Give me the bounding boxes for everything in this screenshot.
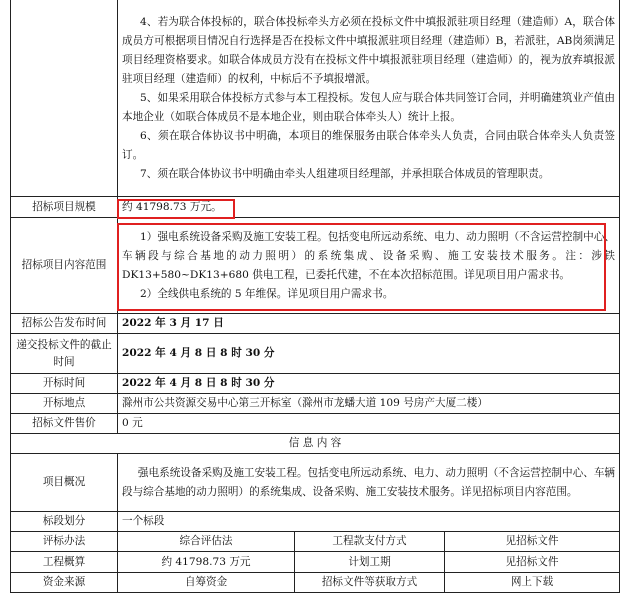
info-heading-row xyxy=(11,434,620,454)
budget-value: 约 41798.73 万元 xyxy=(118,552,295,573)
info-heading: 信 息 内 容 xyxy=(11,434,620,454)
scale-row xyxy=(11,197,620,218)
opening-label: 开标时间 xyxy=(11,374,118,394)
section-row xyxy=(11,512,620,532)
deadline-row xyxy=(11,334,620,374)
eval-row xyxy=(11,532,620,552)
fund-row xyxy=(11,573,620,593)
section-value: 一个标段 xyxy=(118,512,620,532)
publish-row xyxy=(11,314,620,334)
price-label: 招标文件售价 xyxy=(11,414,118,434)
obtain-value: 网上下载 xyxy=(445,573,620,593)
eval-label: 评标办法 xyxy=(11,532,118,552)
opening-value: 2022 年 4 月 8 日 8 时 30 分 xyxy=(118,374,620,394)
tender-table xyxy=(10,0,620,593)
scope-row xyxy=(11,218,620,314)
publish-label: 招标公告发布时间 xyxy=(11,314,118,334)
requirement-item: 7、须在联合体协议书中明确由牵头人组建项目经理部，并承担联合体成员的管理职责。 xyxy=(140,168,550,180)
pay-label: 工程款支付方式 xyxy=(295,532,445,552)
period-value: 见招标文件 xyxy=(445,552,620,573)
period-label: 计划工期 xyxy=(295,552,445,573)
budget-label: 工程概算 xyxy=(11,552,118,573)
section-label: 标段划分 xyxy=(11,512,118,532)
fund-value: 自筹资金 xyxy=(118,573,295,593)
location-value: 滁州市公共资源交易中心第三开标室（滁州市龙蟠大道 109 号房产大厦二楼） xyxy=(118,394,620,414)
budget-row xyxy=(11,552,620,573)
opening-row xyxy=(11,374,620,394)
requirements-row xyxy=(11,0,620,197)
overview-value: 强电系统设备采购及施工安装工程。包括变电所远动系统、电力、动力照明（不含运营控制中心、车辆段与综合基地的动力照明）的系统集成、设备采购、施工安装技术服务。详见招标项目内容范围。 xyxy=(118,454,620,512)
eval-value: 综合评估法 xyxy=(118,532,295,552)
fund-label: 资金来源 xyxy=(11,573,118,593)
requirement-item: 6、须在联合体协议书中明确，本项目的维保服务由联合体牵头人负责，合同由联合体牵头人负责签订。 xyxy=(122,130,616,161)
scope-item: 1）强电系统设备采购及施工安装工程。包括变电所远动系统、电力、动力照明（不含运营控制中心、车辆段与综合基地的动力照明）的系统集成、设备采购、施工安装技术服务。注：涉铁 DK13+580~DK13+680 供电工程，已委托代建，不在本次招标范围。详见项目用户需求书。 xyxy=(122,230,616,281)
price-row xyxy=(11,414,620,434)
deadline-label: 递交投标文件的截止时间 xyxy=(11,334,118,374)
obtain-label: 招标文件等获取方式 xyxy=(295,573,445,593)
requirements-cell xyxy=(118,0,620,197)
scope-label: 招标项目内容范围 xyxy=(11,218,118,314)
scale-label: 招标项目规模 xyxy=(11,197,118,218)
overview-label: 项目概况 xyxy=(11,454,118,512)
location-label: 开标地点 xyxy=(11,394,118,414)
requirement-item: 5、如果采用联合体投标方式参与本工程投标。发包人应与联合体共同签订合同，并明确建筑业产值由本地企业（如联合体成员不是本地企业，则由联合体牵头人）统计上报。 xyxy=(122,92,616,123)
pay-value: 见招标文件 xyxy=(445,532,620,552)
price-value: 0 元 xyxy=(118,414,620,434)
scope-cell xyxy=(118,218,620,314)
deadline-value: 2022 年 4 月 8 日 8 时 30 分 xyxy=(118,334,620,374)
requirement-item: 4、若为联合体投标的，联合体投标牵头方必须在投标文件中填报派驻项目经理（建造师）A，联合体成员方可根据项目情况自行选择是否在投标文件中填报派驻项目经理（建造师）B，若派驻，AB岗须满足项目经理资格要求。如联合体成员方没有在投标文件中填报派驻项目经理（建造师）的，视为放弃填报派驻项目经理（建造师）的权利，中标后不予填报增派。 xyxy=(122,16,616,85)
overview-row xyxy=(11,454,620,512)
tender-document xyxy=(10,0,619,610)
publish-value: 2022 年 3 月 17 日 xyxy=(118,314,620,334)
scope-item: 2）全线供电系统的 5 年维保。详见项目用户需求书。 xyxy=(140,287,394,300)
location-row xyxy=(11,394,620,414)
scale-value: 约 41798.73 万元。 xyxy=(118,197,620,218)
